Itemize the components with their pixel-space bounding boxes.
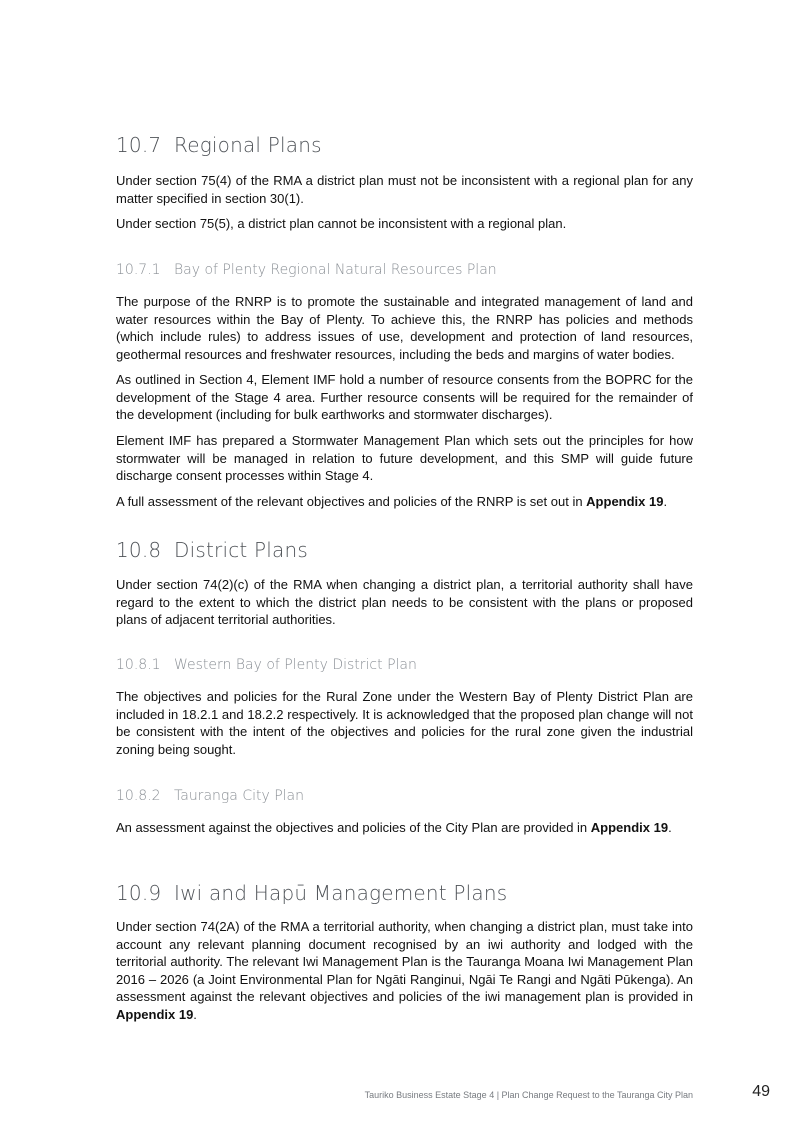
text: .: [663, 494, 668, 509]
paragraph: Under section 74(2)(c) of the RMA when changing a district plan, a territorial authority shall have regard to the extent to which the district plan needs to be consistent with the plans or proposed plans of adjacent territorial authorities.: [116, 577, 693, 628]
heading-title: Western Bay of Plenty District Plan: [174, 657, 417, 673]
appendix-reference: Appendix 19: [586, 494, 664, 509]
text: An assessment against the objectives and policies of the City Plan are provided in: [116, 820, 591, 835]
heading-10-8-2: [116, 788, 693, 804]
text: A full assessment of the relevant objectives and policies of the RNRP is set out in: [116, 494, 587, 509]
paragraph: Under section 75(4) of the RMA a district plan must not be inconsistent with a regional plan for any matter specified in section 30(1).: [116, 173, 693, 206]
heading-number: 10.8.1: [116, 657, 161, 673]
heading-number: 10.7.1: [116, 262, 161, 278]
heading-10-8: [116, 538, 693, 562]
paragraph: The objectives and policies for the Rural Zone under the Western Bay of Plenty District Plan are included in 18.2.1 and 18.2.2 respectively. It is acknowledged that the proposed plan change will not be consistent with the intent of the objectives and policies for the rural zone given the industrial zoning being sought.: [116, 689, 693, 757]
text: .: [193, 1006, 197, 1022]
appendix-reference: Appendix 19: [116, 1006, 194, 1022]
paragraph: [116, 918, 693, 1024]
paragraph: [116, 819, 693, 837]
text: Under section 74(2A) of the RMA a territorial authority, when changing a district plan, must take into account any relevant planning document recognised by an iwi authority and lodged with the territorial authority. The relevant Iwi Management Plan is the Tauranga Moana Iwi Management Plan 2016 – 2026 (a Joint Environmental Plan for Ngāti Ranginui, Ngāi Te Rangi and Ngāti Pūkenga). An assessment against the relevant objectives and policies of the iwi management plan is provided in: [116, 919, 693, 1005]
page-number: 49: [752, 1083, 770, 1100]
heading-title: District Plans: [174, 538, 308, 562]
paragraph: As outlined in Section 4, Element IMF hold a number of resource consents from the BOPRC for the development of the Stage 4 area. Further resource consents will be required for the remainder of the development (including for bulk earthworks and stormwater discharges).: [116, 372, 693, 423]
heading-title: Iwi and Hapū Management Plans: [174, 881, 508, 905]
heading-title: Regional Plans: [174, 133, 322, 157]
appendix-reference: Appendix 19: [590, 820, 669, 835]
text: .: [668, 820, 672, 835]
heading-title: Tauranga City Plan: [174, 788, 304, 804]
heading-number: 10.9: [116, 881, 162, 905]
paragraph: Under section 75(5), a district plan cannot be inconsistent with a regional plan.: [116, 216, 567, 231]
heading-10-8-1: [116, 657, 693, 673]
heading-number: 10.8: [116, 538, 162, 562]
paragraph: The purpose of the RNRP is to promote the sustainable and integrated management of land and water resources within the Bay of Plenty. To achieve this, the RNRP has policies and methods (which include rules) to address issues of use, development and protection of land resources, geothermal resources and freshwater resources, including the beds and margins of water bodies.: [116, 294, 693, 362]
heading-number: 10.7: [116, 133, 162, 157]
page-footer: Tauriko Business Estate Stage 4 | Plan Change Request to the Tauranga City Plan: [364, 1090, 693, 1100]
heading-10-9: [116, 881, 693, 905]
paragraph: [116, 493, 693, 511]
heading-10-7: [116, 133, 693, 157]
heading-number: 10.8.2: [116, 788, 161, 804]
paragraph: Element IMF has prepared a Stormwater Management Plan which sets out the principles for how stormwater will be managed in relation to future development, and this SMP will guide future discharge consent processes within Stage 4.: [116, 433, 693, 484]
heading-10-7-1: [116, 262, 693, 278]
heading-title: Bay of Plenty Regional Natural Resources Plan: [174, 262, 497, 278]
